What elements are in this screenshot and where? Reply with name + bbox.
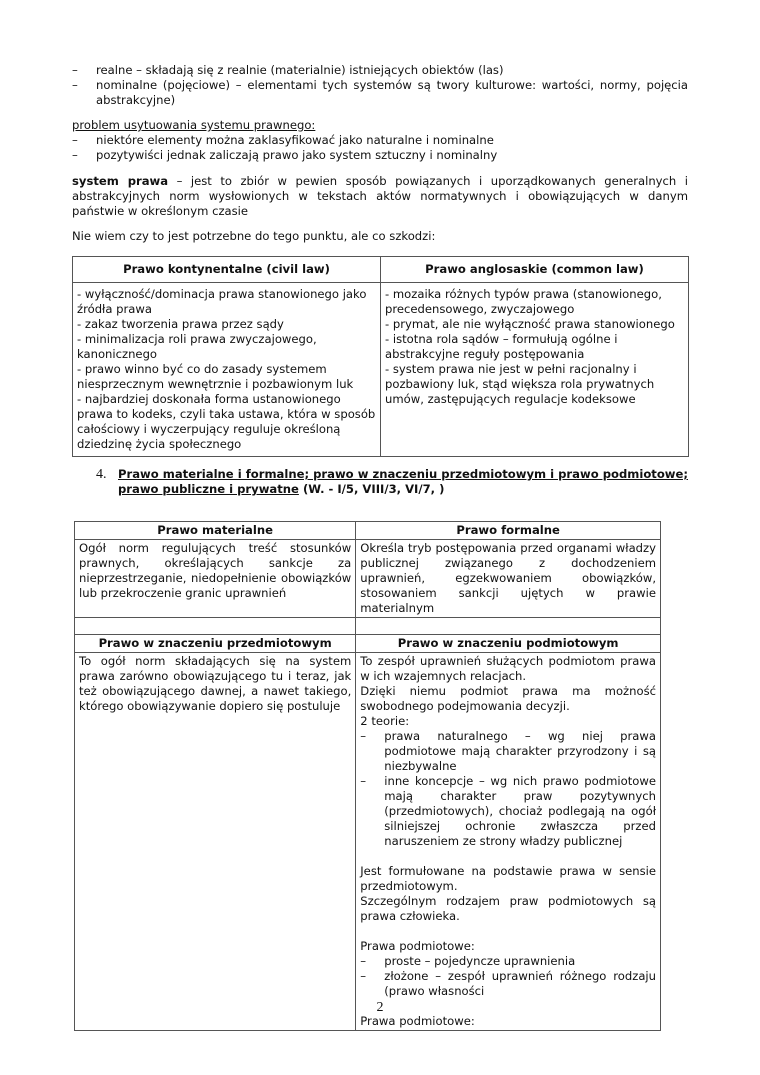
problem-section xyxy=(72,118,688,163)
section-number: 4. xyxy=(96,467,107,482)
cell-paragraph: 2 teorie: xyxy=(360,714,410,728)
list-item: – prawa naturalnego – wg niej prawa podmiotowe mają charakter przyrodzony i są niezbywalne xyxy=(360,729,656,774)
list-item: – złożone – zespół uprawnień różnego rodzaju (prawo własności xyxy=(360,969,656,999)
definition-text: – jest to zbiór w pewien sposób powiązanych i uporządkowanych generalnych i abstrakcyjnych norm wysłowionych w tekstach aktów normatywnych i obowiązujących w danym państwie w określonym czasie xyxy=(72,174,688,218)
list-item: – niektóre elementy można zaklasyfikować jako naturalne i nominalne xyxy=(72,133,688,148)
table-header: Prawo anglosaskie (common law) xyxy=(381,257,689,283)
definition-term: system prawa xyxy=(72,174,169,188)
empty-cell xyxy=(356,618,661,635)
cell-line: - system prawa nie jest w pełni racjonalny i pozbawiony luk, stąd większa rola prywatnych umów, zastępujących regulacje kodeksowe xyxy=(385,362,655,406)
section-title: Prawo materialne i formalne; prawo w znaczeniu przedmiotowym i prawo podmiotowe; prawo publiczne i prywatne xyxy=(118,467,688,496)
note: Nie wiem czy to jest potrzebne do tego punktu, ale co szkodzi: xyxy=(72,229,436,243)
cell-paragraph: Prawa podmiotowe: xyxy=(360,1014,475,1028)
definition-paragraph xyxy=(72,174,688,219)
list-item: – realne – składają się z realnie (materialnie) istniejących obiektów (las) xyxy=(72,63,688,78)
cell-line: - prymat, ale nie wyłączność prawa stanowionego xyxy=(385,317,675,331)
cell-line: - prawo winno być co do zasady systemem niesprzecznym wewnętrznie i pozbawionym luk xyxy=(77,362,354,391)
common-law-cell xyxy=(381,283,689,457)
intro-list xyxy=(72,63,688,108)
cell-line: - wyłączność/dominacja prawa stanowionego jako źródła prawa xyxy=(77,287,367,316)
list-item: – nominalne (pojęciowe) – elementami tych systemów są twory kulturowe: wartości, normy, pojęcia abstrakcyjne) xyxy=(72,78,688,108)
law-types-table xyxy=(74,521,661,1031)
legal-systems-table xyxy=(72,256,689,457)
table-header: Prawo w znaczeniu podmiotowym xyxy=(356,635,661,653)
formal-law-cell: Określa tryb postępowania przed organami władzy publicznej związanego z dochodzeniem uprawnień, egzekwowaniem obowiązków, stosowaniem sankcji ujętych w prawie materialnym xyxy=(356,540,661,618)
civil-law-cell xyxy=(73,283,381,457)
table-header: Prawo materialne xyxy=(75,522,356,540)
table-header: Prawo formalne xyxy=(356,522,661,540)
subjective-law-cell xyxy=(356,653,661,1031)
cell-paragraph: Prawa podmiotowe: xyxy=(360,939,475,953)
list-item: – pozytywiści jednak zaliczają prawo jako system sztuczny i nominalny xyxy=(72,148,688,163)
cell-paragraph: Jest formułowane na podstawie prawa w sensie przedmiotowym. xyxy=(360,864,656,893)
cell-line: - mozaika różnych typów prawa (stanowionego, precedensowego, zwyczajowego xyxy=(385,287,662,316)
cell-paragraph: Szczególnym rodzajem praw podmiotowych są prawa człowieka. xyxy=(360,894,656,923)
objective-law-cell: To ogół norm składających się na system prawa zarówno obowiązującego tu i teraz, jak też obowiązującego dawnej, a nawet takiego, którego obowiązywanie dopiero się postuluje xyxy=(75,653,356,1031)
cell-line: - minimalizacja roli prawa zwyczajowego, kanonicznego xyxy=(77,332,317,361)
section-refs: (W. - I/5, VIII/3, VI/7, ) xyxy=(298,482,445,496)
material-law-cell: Ogół norm regulujących treść stosunków prawnych, określających sankcje za nieprzestrzeganie, niedopełnienie obowiązków lub przekroczenie granic uprawnień xyxy=(75,540,356,618)
list-item: – inne koncepcje – wg nich prawo podmiotowe mają charakter praw pozytywnych (przedmiotowych), chociaż podlegają na ogół silniejszej ochronie zwłaszcza przed naruszeniem ze strony władzy publicznej xyxy=(360,774,656,849)
empty-cell xyxy=(75,618,356,635)
table-header: Prawo w znaczeniu przedmiotowym xyxy=(75,635,356,653)
problem-heading: problem usytuowania systemu prawnego: xyxy=(72,118,316,132)
section-4-heading xyxy=(96,467,688,497)
cell-line: - zakaz tworzenia prawa przez sądy xyxy=(77,317,284,331)
page-number: 2 xyxy=(376,1000,384,1015)
cell-line: - najbardziej doskonała forma ustanowionego prawa to kodeks, czyli taka ustawa, która w sposób całościowy i wyczerpujący reguluje określoną dziedzinę życia społecznego xyxy=(77,392,376,451)
cell-line: - istotna rola sądów – formułują ogólne i abstrakcyjne reguły postępowania xyxy=(385,332,618,361)
list-item: – proste – pojedyncze uprawnienia xyxy=(360,954,656,969)
cell-paragraph: Dzięki niemu podmiot prawa ma możność swobodnego podejmowania decyzji. xyxy=(360,684,656,713)
cell-paragraph: To zespół uprawnień służących podmiotom prawa w ich wzajemnych relacjach. xyxy=(360,654,656,683)
table-header: Prawo kontynentalne (civil law) xyxy=(73,257,381,283)
